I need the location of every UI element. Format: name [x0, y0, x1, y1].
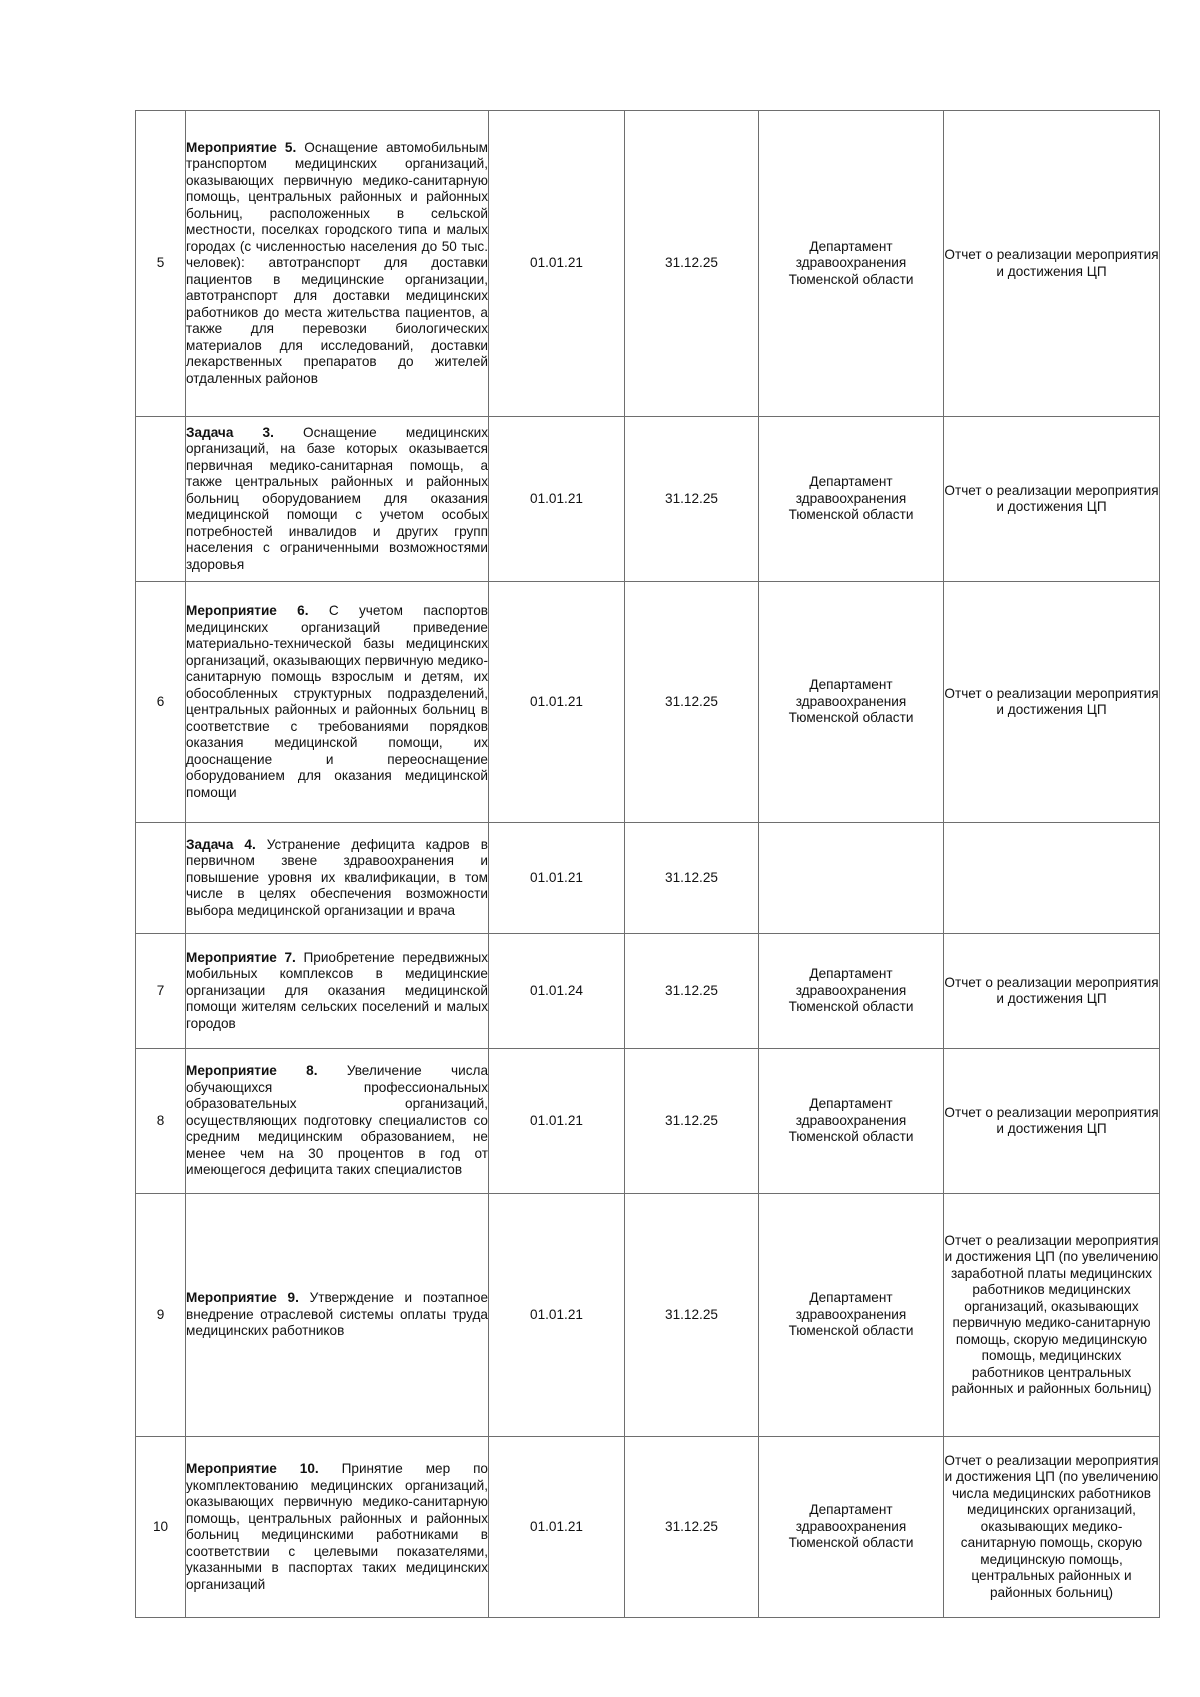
task-lead: Задача 3.	[186, 424, 274, 440]
end-date: 31.12.25	[625, 934, 759, 1049]
start-date: 01.01.21	[489, 417, 625, 582]
measure-text: Утверждение и поэтапное внедрение отраслевой системы оплаты труда медицинских работников	[186, 1290, 489, 1339]
start-date: 01.01.21	[489, 111, 625, 417]
measure-description	[186, 934, 489, 1049]
end-date: 31.12.25	[625, 111, 759, 417]
measure-text: Оснащение автомобильным транспортом медицинских организаций, оказывающих первичную медико-санитарную помощь, центральных районных и районных больниц, расположенных в сельской местности, поселках городского типа и малых городах (с численностью населения до 50 тыс. человек): автотранспорт для доставки пациентов в медицинские организации, автотранспорт для доставки медицинских работников до места жительства пациентов, а также для перевозки биологических материалов для исследований, доставки лекарственных препаратов до жителей отдаленных районов	[186, 139, 489, 386]
responsible-executor: Департамент здравоохранения Тюменской области	[759, 1437, 944, 1618]
measure-lead: Мероприятие 8.	[186, 1063, 318, 1079]
responsible-executor	[759, 823, 944, 934]
table-row	[136, 111, 1160, 417]
table-row	[136, 1437, 1160, 1618]
measure-lead: Мероприятие 7.	[186, 949, 296, 965]
table-row	[136, 934, 1160, 1049]
table-row	[136, 582, 1160, 823]
row-number: 6	[136, 582, 186, 823]
end-date: 31.12.25	[625, 823, 759, 934]
table-row	[136, 1049, 1160, 1194]
expected-result	[944, 823, 1160, 934]
expected-result: Отчет о реализации мероприятия и достижения ЦП	[944, 417, 1160, 582]
expected-result: Отчет о реализации мероприятия и достижения ЦП	[944, 111, 1160, 417]
row-number: 5	[136, 111, 186, 417]
start-date: 01.01.21	[489, 1049, 625, 1194]
measure-description	[186, 1437, 489, 1618]
responsible-executor: Департамент здравоохранения Тюменской области	[759, 417, 944, 582]
task-text: Оснащение медицинских организаций, на базе которых оказывается первичная медико-санитарная помощь, а также центральных районных и районных больниц оборудованием для оказания медицинской помощи с учетом особых потребностей инвалидов и других групп населения с ограниченными возможностями здоровья	[186, 424, 489, 572]
row-number: 9	[136, 1194, 186, 1437]
responsible-executor: Департамент здравоохранения Тюменской области	[759, 111, 944, 417]
task-lead: Задача 4.	[186, 836, 256, 852]
expected-result: Отчет о реализации мероприятия и достижения ЦП (по увеличению заработной платы медицинских работников медицинских организаций, оказывающих первичную медико-санитарную помощь, скорую медицинскую помощь, медицинских работников центральных районных и районных больниц)	[944, 1194, 1160, 1437]
measure-description	[186, 582, 489, 823]
measure-text: Увеличение числа обучающихся профессиональных образовательных организаций, осуществляющих подготовку специалистов со средним медицинским образованием, не менее чем на 30 процентов в год от имеющегося дефицита таких специалистов	[186, 1063, 489, 1178]
measure-text: Приобретение передвижных мобильных комплексов в медицинские организации для оказания медицинской помощи жителям сельских поселений и малых городов	[186, 949, 489, 1031]
start-date: 01.01.21	[489, 823, 625, 934]
expected-result: Отчет о реализации мероприятия и достижения ЦП	[944, 582, 1160, 823]
responsible-executor: Департамент здравоохранения Тюменской области	[759, 1194, 944, 1437]
end-date: 31.12.25	[625, 1049, 759, 1194]
expected-result: Отчет о реализации мероприятия и достижения ЦП	[944, 1049, 1160, 1194]
task-description	[186, 417, 489, 582]
task-description	[186, 823, 489, 934]
measures-table	[135, 110, 1160, 1618]
responsible-executor: Департамент здравоохранения Тюменской области	[759, 582, 944, 823]
measure-description	[186, 1194, 489, 1437]
measure-description	[186, 1049, 489, 1194]
expected-result: Отчет о реализации мероприятия и достижения ЦП (по увеличению числа медицинских работников медицинских организаций, оказывающих медико-санитарную помощь, скорую медицинскую помощь, центральных районных и районных больниц)	[944, 1437, 1160, 1618]
row-number: 8	[136, 1049, 186, 1194]
start-date: 01.01.24	[489, 934, 625, 1049]
measure-lead: Мероприятие 9.	[186, 1290, 299, 1306]
responsible-executor: Департамент здравоохранения Тюменской области	[759, 934, 944, 1049]
table-row	[136, 823, 1160, 934]
measure-text: Принятие мер по укомплектованию медицинских организаций, оказывающих первичную медико-санитарную помощь, центральных районных и районных больниц медицинскими работниками в соответствии с целевыми показателями, указанными в паспортах таких медицинских организаций	[186, 1461, 488, 1592]
end-date: 31.12.25	[625, 1194, 759, 1437]
start-date: 01.01.21	[489, 1437, 625, 1618]
measure-description	[186, 111, 489, 417]
start-date: 01.01.21	[489, 1194, 625, 1437]
task-text: Устранение дефицита кадров в первичном звене здравоохранения и повышение уровня их квалификации, в том числе в целях обеспечения возможности выбора медицинской организации и врача	[186, 836, 488, 918]
responsible-executor: Департамент здравоохранения Тюменской области	[759, 1049, 944, 1194]
end-date: 31.12.25	[625, 417, 759, 582]
expected-result: Отчет о реализации мероприятия и достижения ЦП	[944, 934, 1160, 1049]
table-row	[136, 417, 1160, 582]
end-date: 31.12.25	[625, 582, 759, 823]
start-date: 01.01.21	[489, 582, 625, 823]
table-row	[136, 1194, 1160, 1437]
measure-text: С учетом паспортов медицинских организаций приведение материально-технической базы медицинских организаций, оказывающих первичную медико-санитарную помощь взрослым и детям, их обособленных структурных подразделений, центральных районных и районных больниц в соответствие с требованиями порядков оказания медицинской помощи, их дооснащение и переоснащение оборудованием для оказания медицинской помощи	[186, 603, 489, 800]
measure-lead: Мероприятие 6.	[186, 603, 309, 618]
row-number: 7	[136, 934, 186, 1049]
measure-lead: Мероприятие 10.	[186, 1461, 319, 1476]
row-number: 10	[136, 1437, 186, 1618]
measure-lead: Мероприятие 5.	[186, 139, 297, 155]
end-date: 31.12.25	[625, 1437, 759, 1618]
row-number	[136, 823, 186, 934]
row-number	[136, 417, 186, 582]
